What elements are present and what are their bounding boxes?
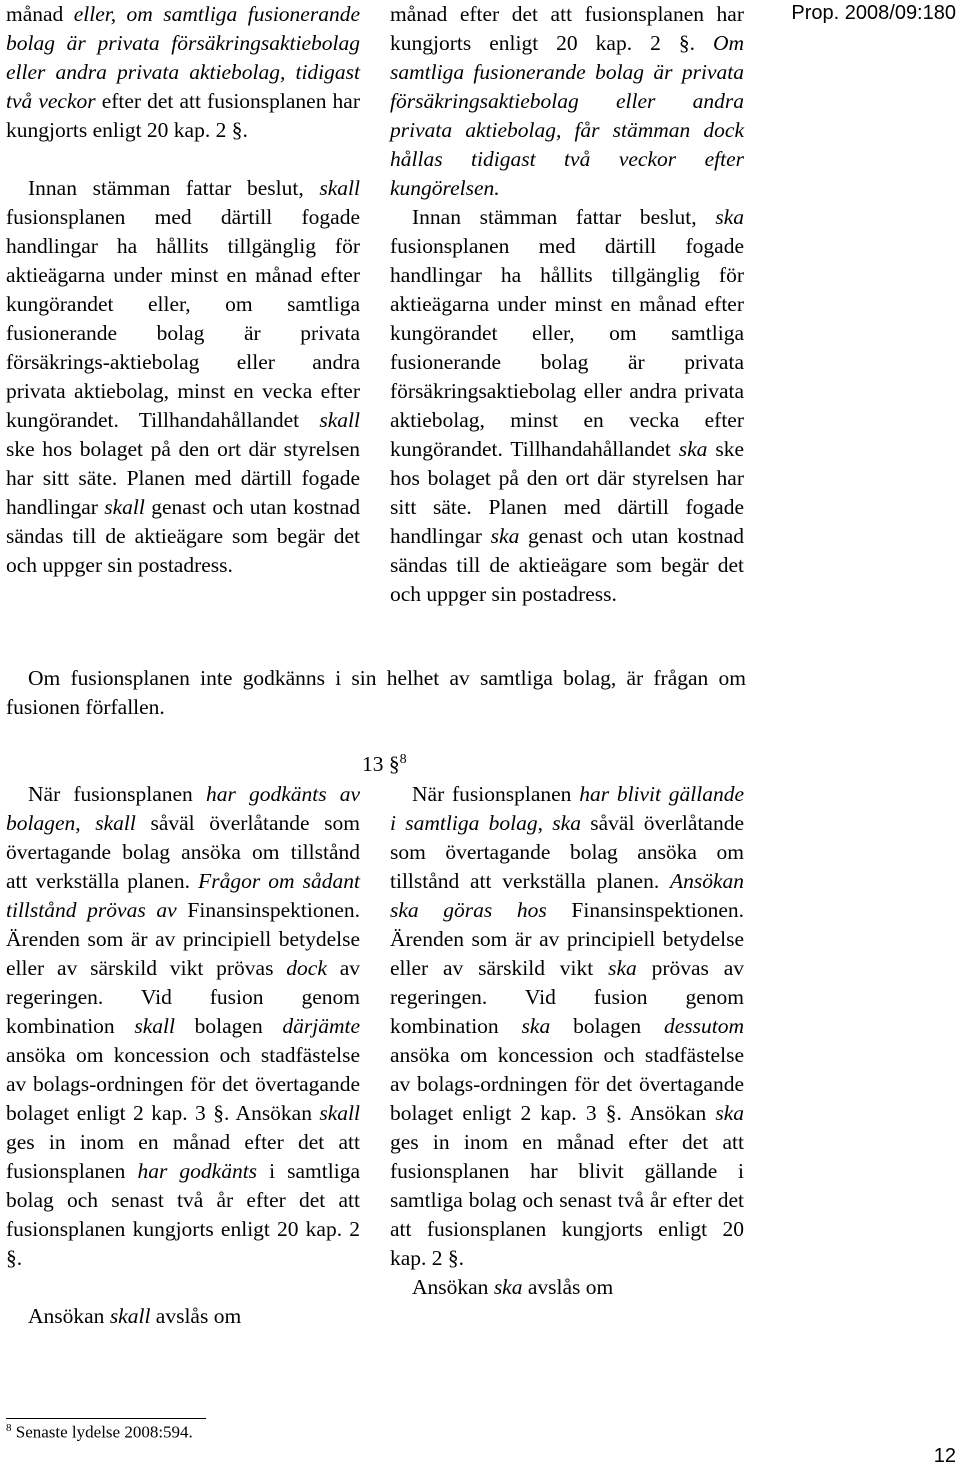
proposition-reference: Prop. 2008/09:180	[791, 2, 956, 24]
footnote-reference: 8	[399, 752, 407, 767]
section-heading	[362, 752, 407, 777]
text-run: Ansökan	[412, 1275, 494, 1299]
text-run: skall	[109, 1304, 151, 1328]
text-run: Innan stämman fattar beslut,	[28, 176, 320, 200]
paragraph-13-right	[390, 780, 744, 1273]
text-run: eller, om samtliga fusionerande bolag är privata försäkringsaktiebolag eller andra privata aktiebolag, tidigast två veckor	[6, 2, 360, 113]
text-run: månad efter det att fusionsplanen har kungjorts enligt 20 kap. 2 §.	[390, 2, 744, 55]
text-run: i samtliga bolag och senast två år efter det att fusionsplanen kungjorts enligt 20 kap. 2 §.	[6, 1159, 360, 1270]
text-run: ska	[678, 437, 708, 461]
text-run: ska	[608, 956, 637, 980]
text-run: bolagen	[174, 1014, 283, 1038]
text-run: har godkänts av bolagen	[6, 782, 361, 835]
right-column-top	[390, 0, 744, 609]
text-run: har godkänts	[137, 1159, 258, 1183]
paragraph-ansokan-left	[6, 1302, 360, 1331]
page-number: 12	[933, 1445, 956, 1467]
text-run: ska	[493, 1275, 523, 1299]
text-run: ske hos bolaget på den ort där styrelsen har sitt säte. Planen med därtill fogade handlingar	[6, 437, 360, 519]
text-run: ska	[715, 205, 744, 229]
text-run: skall	[319, 176, 360, 200]
text-run: skall	[319, 408, 360, 432]
text-run: bolagen	[550, 1014, 664, 1038]
text-run: har blivit gällande i samtliga bolag	[390, 782, 745, 835]
text-run: Ansökan ska göras hos	[390, 869, 744, 922]
text-run: genast och utan kostnad sändas till de aktieägare som begär det och uppger sin postadress.	[390, 524, 744, 606]
text-run: skall	[95, 811, 136, 835]
text-run: ansöka om koncession och stadfästelse av bolags-ordningen för det övertagande bolaget enligt 2 kap. 3 §. Ansökan	[390, 1043, 744, 1125]
text-run: ansöka om koncession och stadfästelse av bolags-ordningen för det övertagande bolaget enligt 2 kap. 3 §. Ansökan	[6, 1043, 360, 1125]
text-run: såväl överlåtande som övertagande bolag ansöka om tillstånd att verkställa planen.	[390, 811, 744, 893]
text-run: Innan stämman fattar beslut,	[412, 205, 716, 229]
text-run: Om samtliga fusionerande bolag är privata försäkringsaktiebolag eller andra privata aktiebolag, får stämman dock hållas tidigast två veckor efter kungörelsen.	[390, 31, 744, 200]
text-run: prövas av regeringen. Vid fusion genom kombination	[390, 956, 744, 1038]
text-run: av regeringen. Vid fusion genom kombination	[6, 956, 360, 1038]
text-run: fusionsplanen med därtill fogade handlingar ha hållits tillgänglig för aktieägarna under minst en månad efter kungörandet eller, om samtliga fusionerande bolag är privata försäkringsaktiebolag eller andra privata aktiebolag, minst en vecka efter kungörandet. Tillhandahållandet	[390, 234, 744, 461]
text-run: avslås om	[150, 1304, 242, 1328]
text-run: Ansökan	[28, 1304, 110, 1328]
section-number: 13 §	[362, 752, 400, 777]
text-run: efter det att fusionsplanen har kungjorts enligt 20 kap. 2 §.	[6, 89, 360, 142]
text-run: ska	[490, 524, 520, 548]
footnote-mark: 8	[6, 1422, 12, 1434]
text-run: skall	[104, 495, 145, 519]
text-run: ,	[537, 811, 553, 835]
left-column-bottom	[6, 780, 360, 1331]
text-run: dock	[286, 956, 327, 980]
text-run: ska	[715, 1101, 744, 1125]
footnote	[6, 1422, 193, 1443]
text-run: Frågor om sådant tillstånd prövas av	[6, 869, 361, 922]
text-run: ,	[75, 811, 96, 835]
footnote-divider	[6, 1418, 206, 1419]
text-run: ges in inom en månad efter det att fusionsplanen	[6, 1130, 360, 1183]
paragraph-ansokan-right	[390, 1273, 744, 1302]
text-run: såväl överlåtande som övertagande bolag ansöka om tillstånd att verkställa planen.	[6, 811, 360, 893]
text-run: ges in inom en månad efter det att fusionsplanen har blivit gällande i samtliga bolag och senast två år efter det att fusionsplanen kungjorts enligt 20 kap. 2 §.	[390, 1130, 744, 1270]
paragraph-stamman-left	[6, 174, 360, 580]
paragraph-top-left	[6, 0, 360, 145]
text-run: månad	[6, 2, 74, 26]
text-run: När fusionsplanen	[28, 782, 206, 806]
text-run: skall	[319, 1101, 360, 1125]
text-run: dessutom	[663, 1014, 745, 1038]
text-run: skall	[134, 1014, 175, 1038]
text-run: därjämte	[282, 1014, 361, 1038]
text-run: avslås om	[522, 1275, 614, 1299]
paragraph-top-right	[390, 0, 744, 203]
paragraph-13-left	[6, 780, 360, 1273]
text-run: ska	[521, 1014, 551, 1038]
text-run: genast och utan kostnad sändas till de aktieägare som begär det och uppger sin postadress.	[6, 495, 360, 577]
text-run: Finansinspektionen. Ärenden som är av principiell betydelse eller av särskild vikt	[390, 898, 744, 980]
footnote-text: Senaste lydelse 2008:594.	[15, 1422, 193, 1442]
full-width-paragraph: Om fusionsplanen inte godkänns i sin helhet av samtliga bolag, är frågan om fusionen förfallen.	[6, 666, 746, 719]
left-column-top	[6, 0, 360, 580]
paragraph-stamman-right	[390, 203, 744, 609]
text-run: När fusionsplanen	[412, 782, 580, 806]
text-run: fusionsplanen med därtill fogade handlingar ha hållits tillgänglig för aktieägarna under minst en månad efter kungörandet eller, om samtliga fusionerande bolag är privata försäkrings-aktiebolag eller andra privata aktiebolag, minst en vecka efter kungörandet. Tillhandahållandet	[6, 205, 360, 432]
text-run: ske hos bolaget på den ort där styrelsen har sitt säte. Planen med därtill fogade handlingar	[390, 437, 744, 548]
text-run: ska	[552, 811, 581, 835]
right-column-bottom	[390, 780, 744, 1302]
text-run: Finansinspektionen. Ärenden som är av principiell betydelse eller av särskild vikt prövas	[6, 898, 360, 980]
